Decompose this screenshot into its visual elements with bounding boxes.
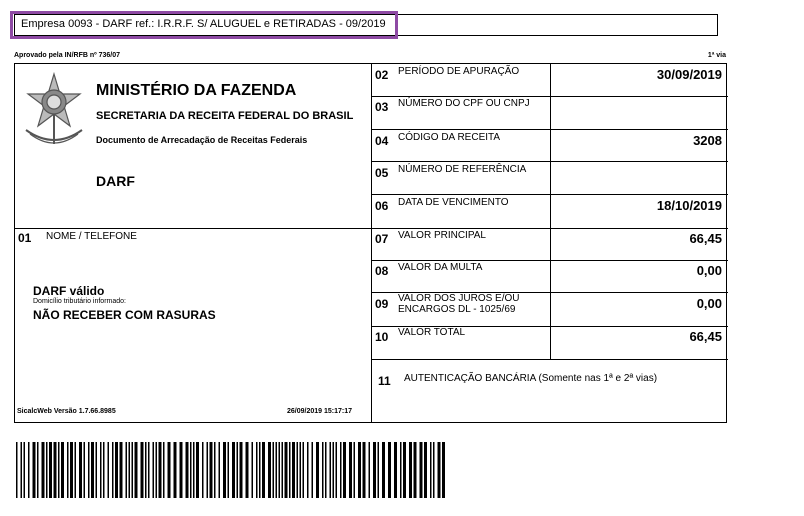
field-08-label: VALOR DA MULTA bbox=[398, 262, 483, 273]
field-06-label: DATA DE VENCIMENTO bbox=[398, 197, 509, 208]
document-title: Documento de Arrecadação de Receitas Federais bbox=[96, 135, 308, 145]
field-03-label: NÚMERO DO CPF OU CNPJ bbox=[398, 98, 530, 109]
field-10-label: VALOR TOTAL bbox=[398, 327, 466, 338]
darf-valid: DARF válido bbox=[33, 284, 105, 298]
barcode bbox=[16, 442, 446, 498]
field-08-value: 0,00 bbox=[696, 263, 722, 278]
field-07-value: 66,45 bbox=[689, 231, 722, 246]
secretariat-title: SECRETARIA DA RECEITA FEDERAL DO BRASIL bbox=[96, 110, 354, 122]
coat-of-arms-icon bbox=[18, 68, 90, 154]
field-07-label: VALOR PRINCIPAL bbox=[398, 230, 486, 241]
field-09-label: VALOR DOS JUROS E/OU ENCARGOS DL - 1025/69 bbox=[398, 293, 520, 315]
company-reference: Empresa 0093 - DARF ref.: I.R.R.F. S/ ALUGUEL e RETIRADAS - 09/2019 bbox=[21, 18, 386, 30]
field-11-number: 11 bbox=[378, 374, 391, 388]
field-11-label: AUTENTICAÇÃO BANCÁRIA (Somente nas 1ª e 2ª vias) bbox=[404, 373, 658, 384]
field-02-number: 02 bbox=[375, 68, 389, 82]
field-02-value: 30/09/2019 bbox=[656, 67, 722, 82]
field-10-value: 66,45 bbox=[689, 329, 722, 344]
domicile-text: Domicílio tributário informado: bbox=[33, 298, 126, 305]
field-06-value: 18/10/2019 bbox=[656, 198, 722, 213]
field-09-number: 09 bbox=[375, 297, 389, 311]
via-text: 1ª via bbox=[707, 52, 726, 59]
field-09-value: 0,00 bbox=[696, 296, 722, 311]
field-02-label: PERÍODO DE APURAÇÃO bbox=[398, 66, 520, 77]
field-04-label: CÓDIGO DA RECEITA bbox=[398, 132, 501, 143]
field-07-number: 07 bbox=[375, 232, 389, 246]
field-05-label: NÚMERO DE REFERÊNCIA bbox=[398, 164, 527, 175]
field-03-number: 03 bbox=[375, 100, 389, 114]
darf-title: DARF bbox=[96, 173, 135, 189]
field-04-number: 04 bbox=[375, 134, 389, 148]
field-10-number: 10 bbox=[375, 330, 389, 344]
version-text: SicalcWeb Versão 1.7.66.8985 bbox=[17, 408, 116, 415]
ministry-title: MINISTÉRIO DA FAZENDA bbox=[96, 82, 297, 99]
field-01-label: NOME / TELEFONE bbox=[46, 231, 137, 242]
field-08-number: 08 bbox=[375, 264, 389, 278]
timestamp-text: 26/09/2019 15:17:17 bbox=[287, 408, 352, 415]
field-01-number: 01 bbox=[18, 231, 32, 245]
field-04-value: 3208 bbox=[693, 133, 722, 148]
field-05-number: 05 bbox=[375, 166, 389, 180]
field-06-number: 06 bbox=[375, 199, 389, 213]
approval-text: Aprovado pela IN/RFB nº 736/07 bbox=[14, 52, 121, 59]
no-erasures: NÃO RECEBER COM RASURAS bbox=[33, 308, 216, 322]
